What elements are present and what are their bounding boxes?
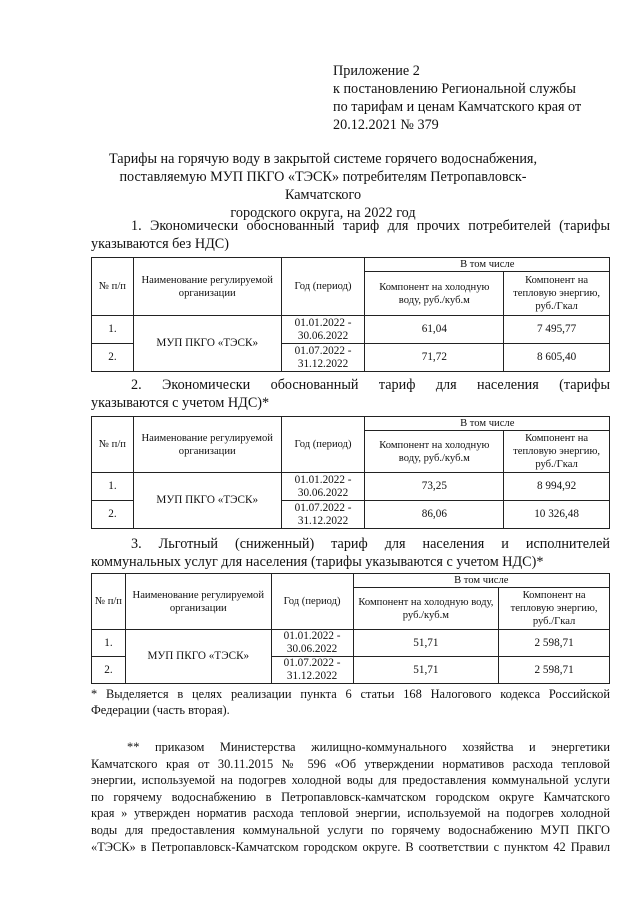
section-3-heading (91, 535, 610, 571)
section-heading-line: 3. Льготный (сниженный) тариф для населения и исполнителей (131, 536, 610, 552)
row-cold: 61,04 (365, 316, 504, 344)
row-cold: 51,71 (353, 630, 499, 657)
row-cold: 71,72 (365, 344, 504, 372)
order-note-line: края » утвержден норматив расхода тепловой энергии, используемой на подогрев холодной (91, 806, 610, 821)
header-num: № п/п (92, 574, 126, 630)
header-heat: Компонент на тепловую энергию, руб./Гкал (504, 431, 610, 473)
row-heat: 8 605,40 (504, 344, 610, 372)
header-num: № п/п (92, 417, 134, 473)
header-cold: Компонент на холодную воду, руб./куб.м (353, 588, 499, 630)
row-cold: 73,25 (365, 473, 504, 501)
order-note-line: воды для предоставления коммунальной услуги по горячему водоснабжению МУП ПКГО (91, 822, 610, 837)
row-heat: 7 495,77 (504, 316, 610, 344)
header-org: Наименование регулируемой организации (133, 258, 281, 316)
footnote-line: Федерации (часть вторая). (91, 703, 230, 717)
header-including: В том числе (365, 258, 610, 272)
header-including: В том числе (353, 574, 609, 588)
order-note-line: «ТЭСК» в Петропавловск-Камчатском городском округе. В соответствии с пунктом 42 Правил (91, 839, 610, 854)
row-heat: 2 598,71 (499, 630, 610, 657)
header-org: Наименование регулируемой организации (125, 574, 271, 630)
table-row (92, 316, 610, 344)
row-num: 2. (92, 344, 134, 372)
row-num: 1. (92, 630, 126, 657)
row-cold: 51,71 (353, 657, 499, 684)
header-heat: Компонент на тепловую энергию, руб./Гкал (504, 272, 610, 316)
title-line: Тарифы на горячую воду в закрытой системе горячего водоснабжения, (108, 151, 537, 167)
header-period: Год (период) (281, 258, 365, 316)
header-cold: Компонент на холодную воду, руб./куб.м (365, 431, 504, 473)
tariff-table-2 (91, 416, 610, 529)
row-period: 01.01.2022 - 30.06.2022 (281, 316, 365, 344)
order-note-line: ** приказом Министерства жилищно-коммунального хозяйства и энергетики (127, 740, 610, 754)
appendix-line: к постановлению Региональной службы (333, 81, 576, 97)
appendix-header (333, 62, 581, 134)
appendix-line: Приложение 2 (333, 63, 420, 79)
appendix-line: 20.12.2021 № 379 (333, 117, 439, 133)
appendix-line: по тарифам и ценам Камчатского края от (333, 99, 582, 115)
header-period: Год (период) (281, 417, 365, 473)
row-period: 01.01.2022 - 30.06.2022 (271, 630, 353, 657)
header-including: В том числе (365, 417, 610, 431)
header-cold: Компонент на холодную воду, руб./куб.м (365, 272, 504, 316)
section-heading-line: 1. Экономически обоснованный тариф для прочих потребителей (тарифы (131, 218, 610, 234)
row-period: 01.07.2022 - 31.12.2022 (281, 501, 365, 529)
row-num: 1. (92, 473, 134, 501)
title-line: городского округа, на 2022 год (230, 205, 416, 221)
organization-cell: МУП ПКГО «ТЭСК» (125, 630, 271, 684)
table-row (92, 630, 610, 657)
header-num: № п/п (92, 258, 134, 316)
row-period: 01.07.2022 - 31.12.2022 (271, 657, 353, 684)
title-line: поставляемую МУП ПКГО «ТЭСК» потребителям Петропавловск-Камчатского (119, 169, 527, 203)
section-2-heading (91, 376, 610, 412)
organization-cell: МУП ПКГО «ТЭСК» (133, 316, 281, 372)
row-period: 01.01.2022 - 30.06.2022 (281, 473, 365, 501)
table-row (92, 473, 610, 501)
row-heat: 8 994,92 (504, 473, 610, 501)
row-num: 2. (92, 501, 134, 529)
organization-cell: МУП ПКГО «ТЭСК» (133, 473, 281, 529)
header-period: Год (период) (271, 574, 353, 630)
header-heat: Компонент на тепловую энергию, руб./Гкал (499, 588, 610, 630)
order-note (91, 739, 610, 855)
footnote-line: * Выделяется в целях реализации пункта 6 статьи 168 Налогового кодекса Российской (91, 687, 610, 701)
tariff-table-3 (91, 573, 610, 684)
footnote (91, 686, 610, 718)
section-heading-line: указываются с учетом НДС)* (91, 395, 270, 411)
section-heading-line: указываются без НДС) (91, 236, 229, 252)
header-org: Наименование регулируемой организации (133, 417, 281, 473)
row-num: 1. (92, 316, 134, 344)
document-title (88, 150, 558, 222)
order-note-line: по горячему водоснабжению в Петропавловск-камчатском городском округе Камчатского (91, 789, 610, 804)
row-heat: 2 598,71 (499, 657, 610, 684)
section-heading-line: 2. Экономически обоснованный тариф для населения (тарифы (131, 377, 610, 393)
tariff-table-1 (91, 257, 610, 372)
order-note-line: энергии, используемой на подогрев холодной воды для предоставления коммунальной услуги (91, 773, 610, 788)
row-heat: 10 326,48 (504, 501, 610, 529)
row-period: 01.07.2022 - 31.12.2022 (281, 344, 365, 372)
row-num: 2. (92, 657, 126, 684)
order-note-line: Камчатского края от 30.11.2015 № 596 «Об утверждении нормативов расхода тепловой (91, 756, 610, 771)
section-1-heading (91, 217, 610, 253)
row-cold: 86,06 (365, 501, 504, 529)
section-heading-line: коммунальных услуг для населения (тарифы указываются с учетом НДС)* (91, 554, 544, 570)
